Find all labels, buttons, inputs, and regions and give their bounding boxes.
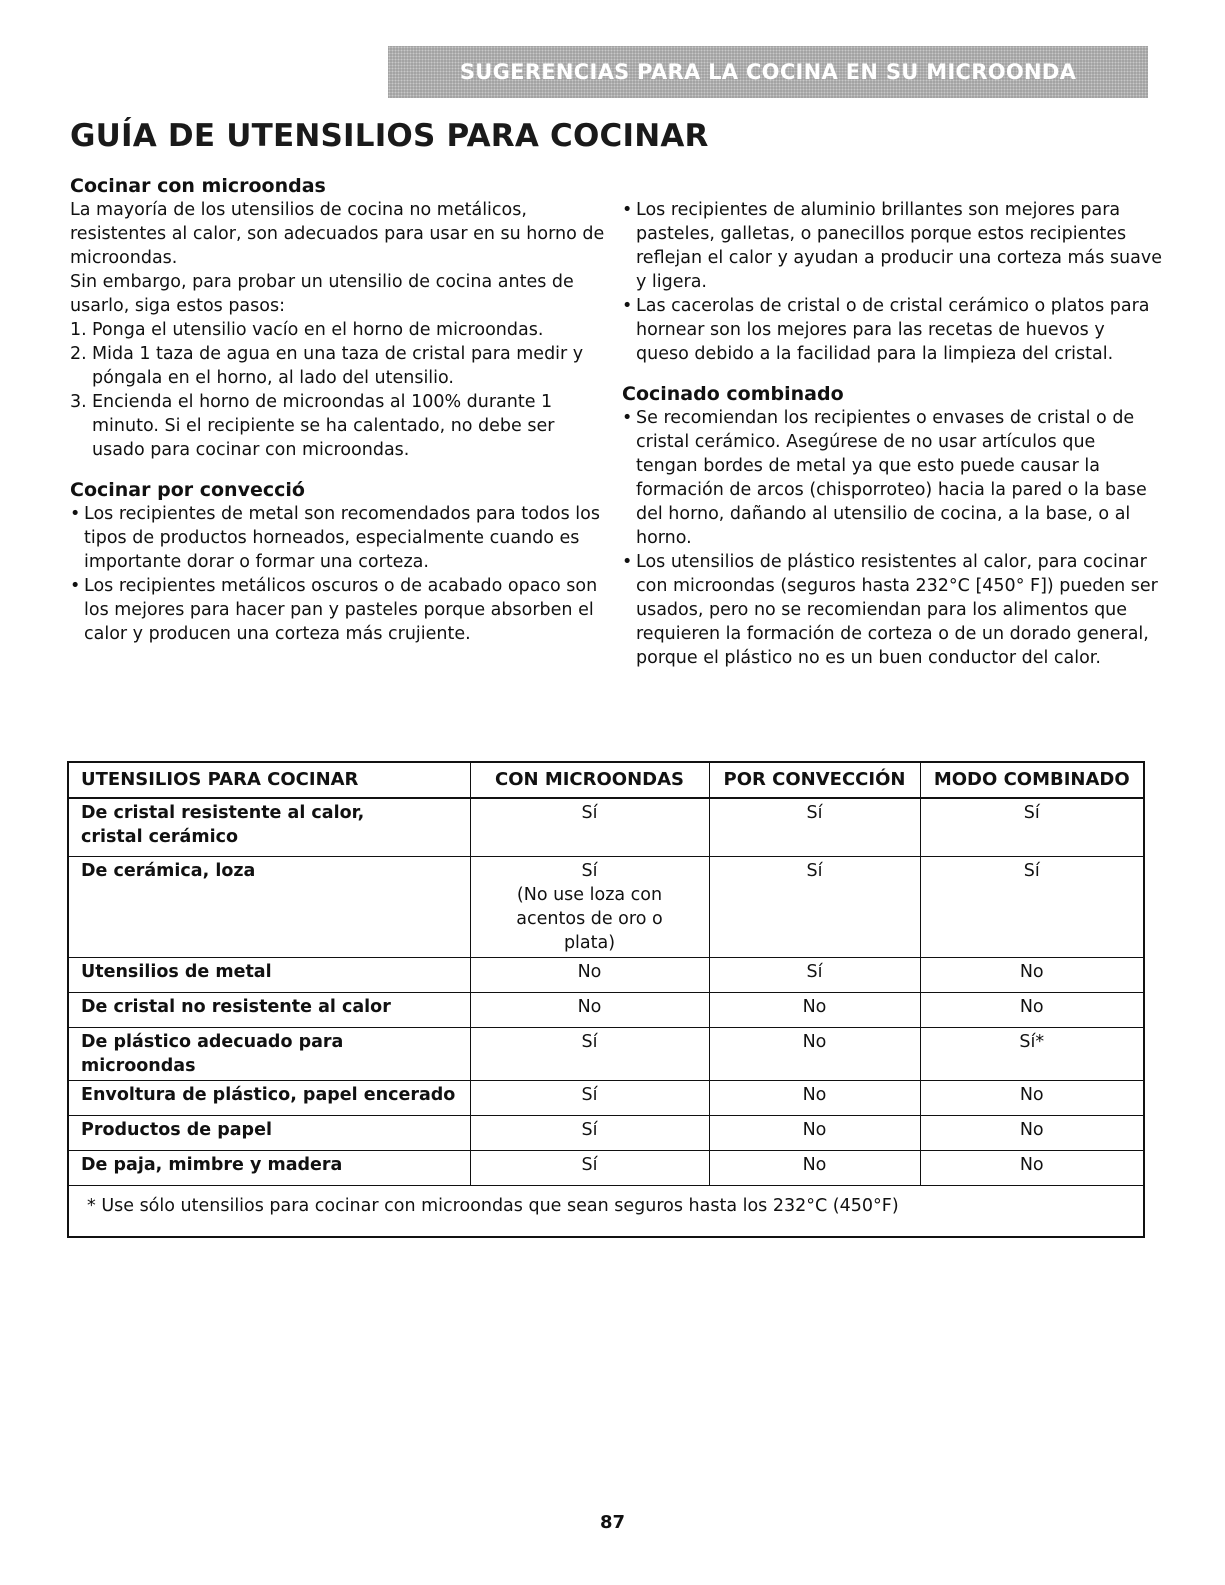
step-number: 1. (70, 320, 87, 340)
page-number: 87 (599, 1512, 626, 1533)
utensil-cell: De cerámica, loza (68, 856, 470, 957)
microwave-cell (470, 856, 709, 957)
microwave-paragraph-1: La mayoría de los utensilios de cocina no metálicos, resistentes al calor, son adecuados para usar en su horno de microondas. (70, 200, 605, 268)
combined-list (622, 406, 1162, 670)
step-number: 2. (70, 344, 87, 364)
test-steps-list (70, 318, 605, 462)
table-row (68, 1115, 1144, 1150)
microwave-paragraph-2: Sin embargo, para probar un utensilio de cocina antes de usarlo, siga estos pasos: (70, 272, 574, 316)
section-banner-text: SUGERENCIAS PARA LA COCINA EN SU MICROONDA (459, 60, 1077, 84)
microwave-cell: Sí (470, 1150, 709, 1185)
convection-cell: No (709, 992, 920, 1027)
convection-cell: Sí (709, 856, 920, 957)
header-microwave: CON MICROONDAS (470, 762, 709, 798)
microwave-cell: No (470, 992, 709, 1027)
table-row (68, 957, 1144, 992)
convection-bullet: • Los recipientes de aluminio brillantes son mejores para pasteles, galletas, o panecillos porque estos recipientes reflejan el calor y ayudan a producir una corteza más suave y ligera. (622, 198, 1162, 294)
convection-cell: No (709, 1080, 920, 1115)
utensil-cell: De cristal no resistente al calor (68, 992, 470, 1027)
section-banner (388, 46, 1148, 98)
table-row (68, 1027, 1144, 1080)
table-footnote-row (68, 1185, 1144, 1237)
header-combined: MODO COMBINADO (920, 762, 1144, 798)
combined-cell: No (920, 992, 1144, 1027)
table-header-row (68, 762, 1144, 798)
right-column (622, 198, 1162, 670)
table-row (68, 798, 1144, 856)
convection-cell: Sí (709, 798, 920, 856)
table-row (68, 856, 1144, 957)
combined-cell: No (920, 1080, 1144, 1115)
combined-cell: Sí* (920, 1027, 1144, 1080)
test-step (70, 390, 605, 462)
test-step (70, 318, 605, 342)
convection-bullet: • Los recipientes de metal son recomendados para todos los tipos de productos horneados, especialmente cuando es importante dorar o formar una corteza. (70, 502, 605, 574)
utensil-guide-table (67, 761, 1145, 1238)
utensil-cell: De paja, mimbre y madera (68, 1150, 470, 1185)
utensil-cell: De plástico adecuado para microondas (68, 1027, 470, 1080)
combined-cell: No (920, 1115, 1144, 1150)
microwave-cell: Sí (470, 1027, 709, 1080)
microwave-cell: Sí (470, 1115, 709, 1150)
convection-cell: No (709, 1150, 920, 1185)
combined-cell: No (920, 1150, 1144, 1185)
microwave-cell: Sí (470, 1080, 709, 1115)
utensil-cell: Productos de papel (68, 1115, 470, 1150)
step-text: Mida 1 taza de agua en una taza de cristal para medir y póngala en el horno, al lado del utensilio. (92, 344, 584, 388)
page-title: GUÍA DE UTENSILIOS PARA COCINAR (70, 118, 709, 154)
microwave-note: (No use loza con acentos de oro o plata) (516, 884, 663, 953)
convection-bullet: • Las cacerolas de cristal o de cristal cerámico o platos para hornear son los mejores para las recetas de huevos y queso debido a la facilidad para la limpieza del cristal. (622, 294, 1162, 366)
table-footnote: * Use sólo utensilios para cocinar con microondas que sean seguros hasta los 232°C (450°F) (68, 1185, 1144, 1237)
table-row (68, 1150, 1144, 1185)
convection-heading: Cocinar por convecció (70, 479, 305, 501)
convection-cell: No (709, 1115, 920, 1150)
header-utensils: UTENSILIOS PARA COCINAR (68, 762, 470, 798)
combined-cell: Sí (920, 856, 1144, 957)
microwave-heading: Cocinar con microondas (70, 175, 326, 197)
convection-bullet: • Los recipientes metálicos oscuros o de acabado opaco son los mejores para hacer pan y pasteles porque absorben el calor y producen una corteza más crujiente. (70, 574, 605, 646)
combined-cell: No (920, 957, 1144, 992)
combined-cell: Sí (920, 798, 1144, 856)
microwave-cell: Sí (470, 798, 709, 856)
table-row (68, 1080, 1144, 1115)
combined-heading: Cocinado combinado (622, 383, 844, 405)
step-text: Ponga el utensilio vacío en el horno de microondas. (92, 320, 544, 340)
convection-list (70, 502, 605, 646)
convection-cell: Sí (709, 957, 920, 992)
header-convection: POR CONVECCIÓN (709, 762, 920, 798)
convection-list-continued (622, 198, 1162, 366)
step-number: 3. (70, 392, 87, 412)
test-step (70, 342, 605, 390)
microwave-value: Sí (581, 860, 598, 881)
microwave-cell: No (470, 957, 709, 992)
convection-cell: No (709, 1027, 920, 1080)
table-row (68, 992, 1144, 1027)
combined-bullet: • Los utensilios de plástico resistentes al calor, para cocinar con microondas (seguros hasta 232°C [450° F]) pueden ser usados, pero no se recomiendan para los alimentos que requieren la formación de corteza o de un dorado general, porque el plástico no es un buen conductor del calor. (622, 550, 1162, 670)
left-column (70, 174, 605, 646)
utensil-cell: De cristal resistente al calor, cristal cerámico (68, 798, 470, 856)
utensil-cell: Utensilios de metal (68, 957, 470, 992)
utensil-cell: Envoltura de plástico, papel encerado (68, 1080, 470, 1115)
combined-bullet: • Se recomiendan los recipientes o envases de cristal o de cristal cerámico. Asegúrese de no usar artículos que tengan bordes de metal ya que esto puede causar la formación de arcos (chisporroteo) hacia la pared o la base del horno, dañando al utensilio de cocina, a la base, o al horno. (622, 406, 1162, 550)
step-text: Encienda el horno de microondas al 100% durante 1 minuto. Si el recipiente se ha calentado, no debe ser usado para cocinar con microondas. (92, 392, 555, 460)
